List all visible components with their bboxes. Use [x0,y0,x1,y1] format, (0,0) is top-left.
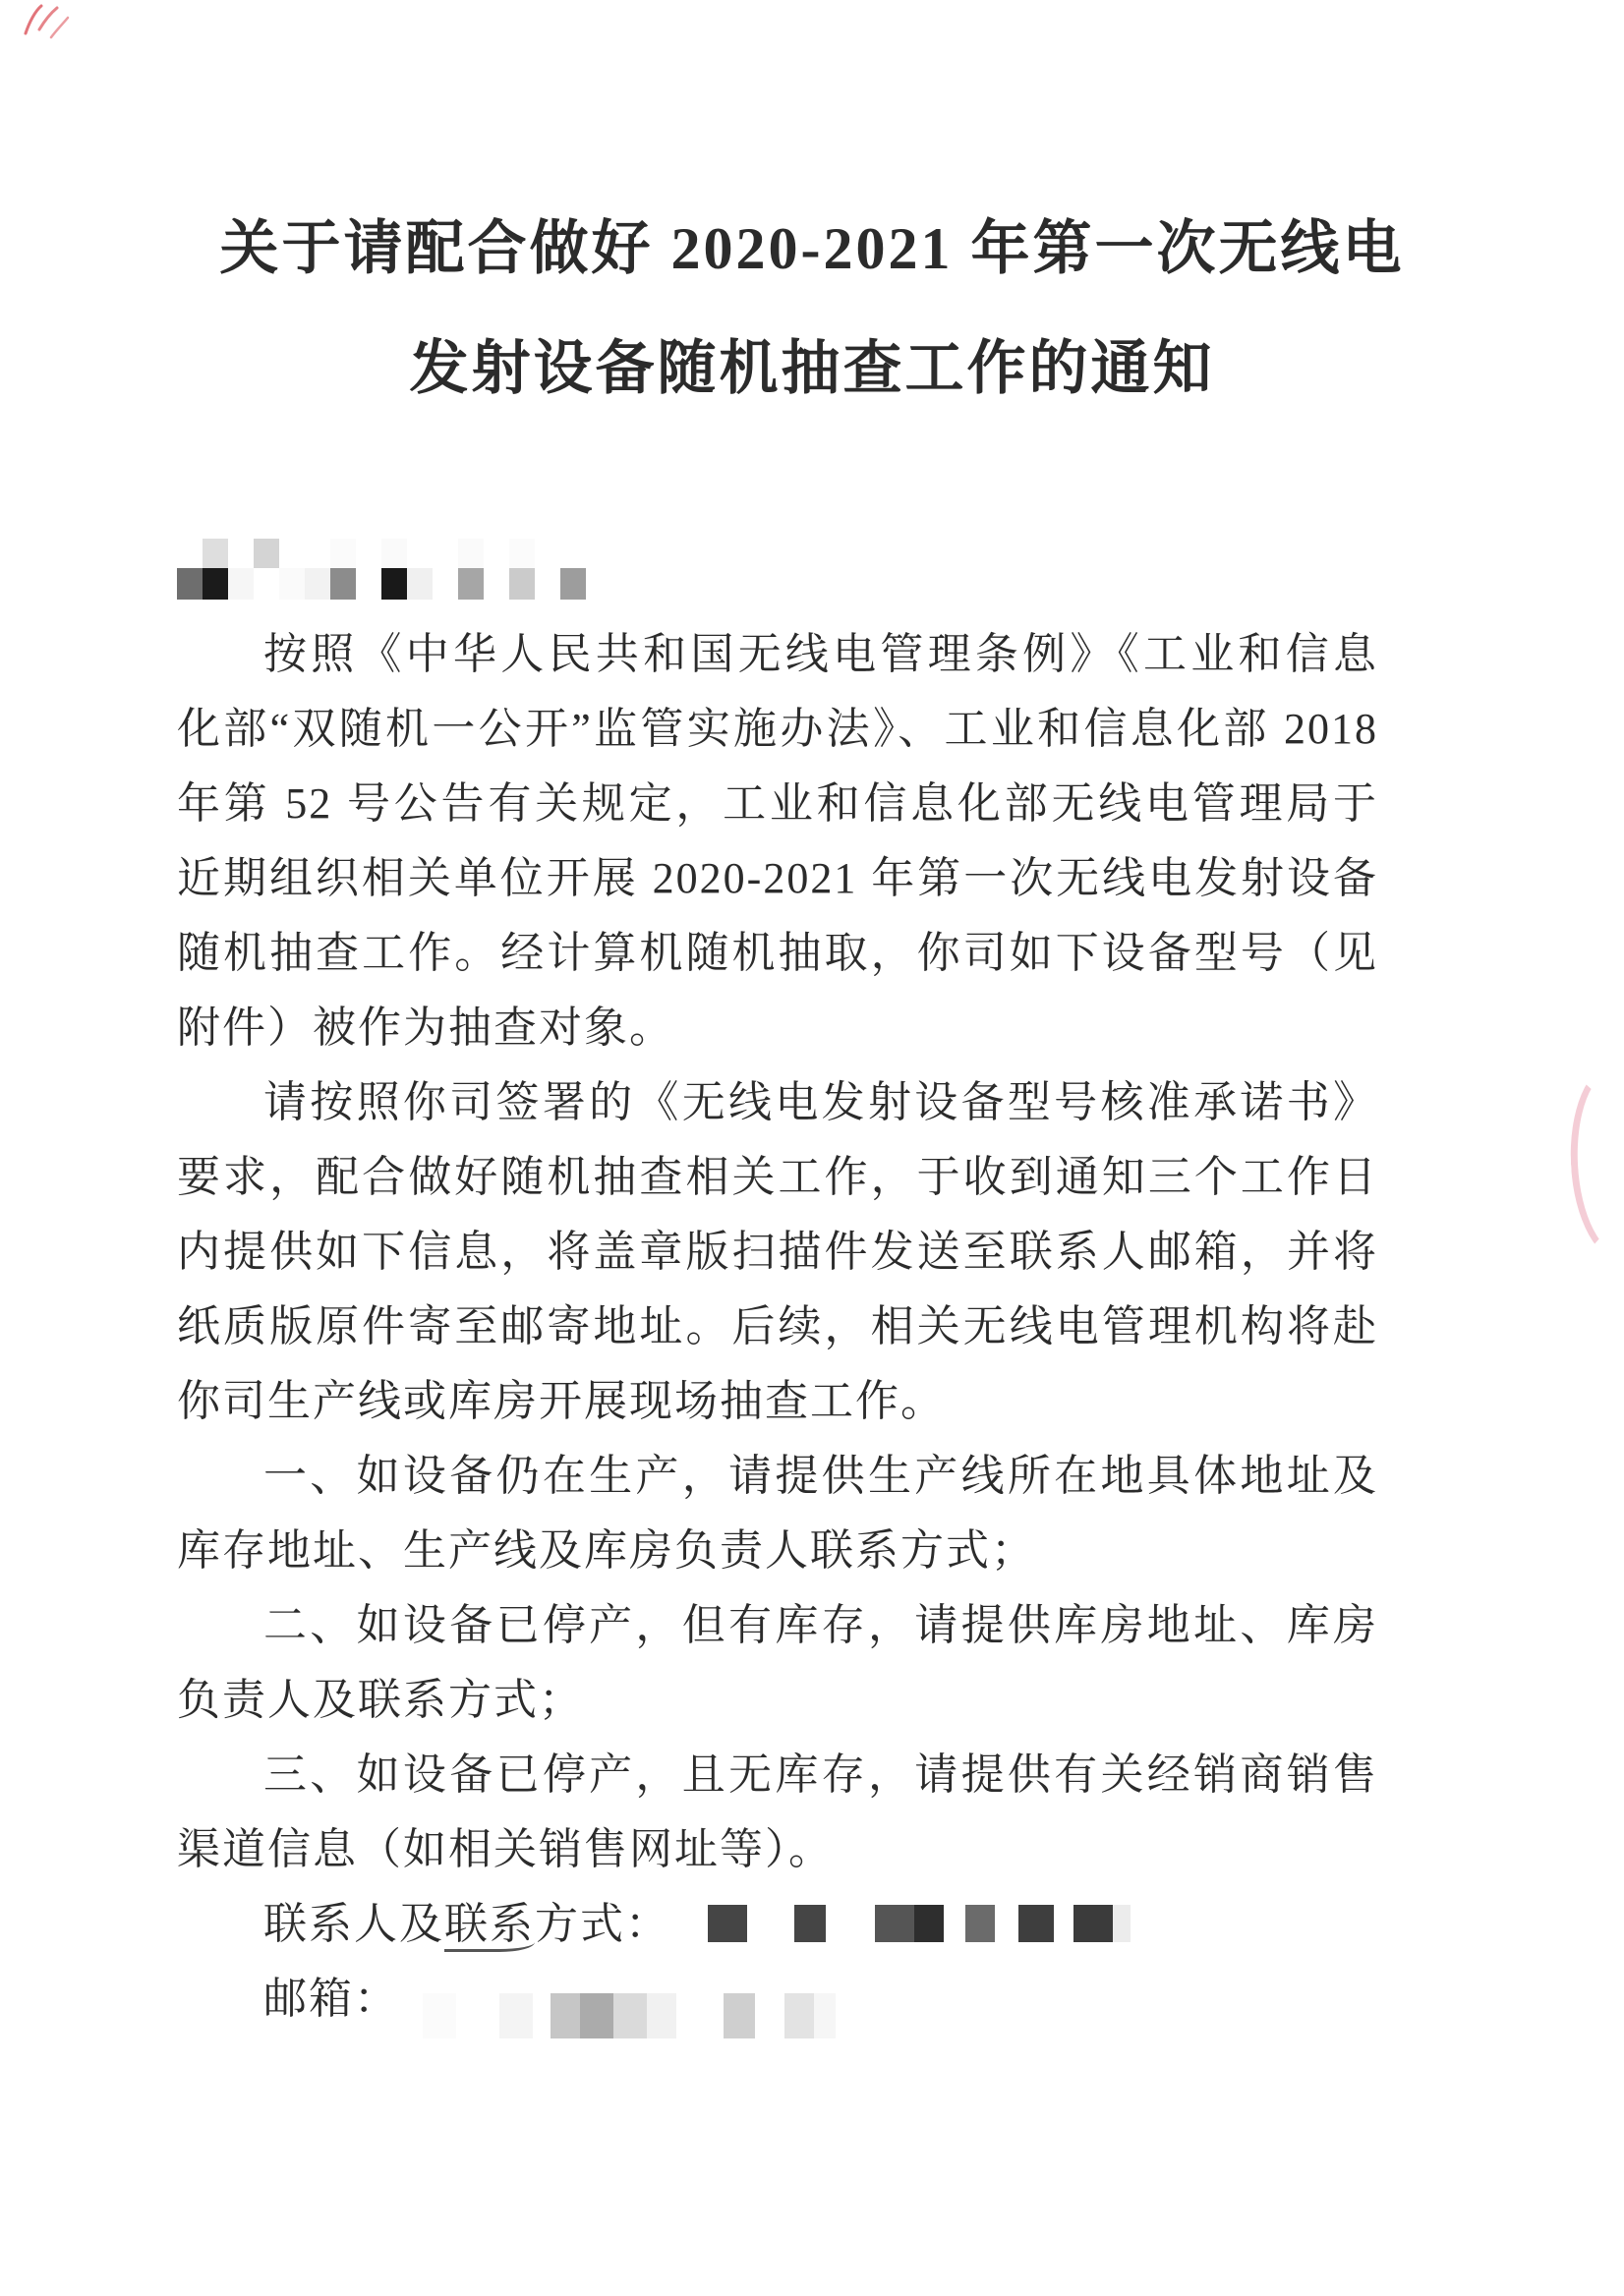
body-line: 要求，配合做好随机抽查相关工作，于收到通知三个工作日 [177,1153,1378,1201]
redaction-block [875,1905,914,1942]
redaction-block [330,539,356,568]
redaction-block [580,1993,613,2038]
title-line-2: 发射设备随机抽查工作的通知 [409,336,1215,401]
redaction-block [177,568,203,600]
contact-label-underlined: 联系 [444,1900,535,1952]
document-body [177,617,1378,2037]
redaction-block [914,1905,944,1942]
body-line: 近期组织相关单位开展 2020-2021 年第一次无线电发射设备 [177,854,1378,902]
redaction-block [254,539,279,568]
redaction-block [228,568,254,600]
body-lines [177,617,1378,1887]
redaction-block [509,568,535,600]
redaction-block [613,1993,647,2038]
contact-line [177,1887,1378,1962]
redaction-block [794,1905,826,1942]
stamp-arc [1566,1062,1624,1265]
redaction-block [203,539,228,568]
redaction-block [423,1993,456,2038]
redaction-block [784,1993,814,2038]
redaction-block [708,1905,747,1942]
title-line-1: 关于请配合做好 2020-2021 年第一次无线电 [219,216,1405,281]
redaction-block [965,1905,995,1942]
body-line: 三、如设备已停产，且无库存，请提供有关经销商销售 [263,1751,1378,1799]
redaction-block [551,1993,580,2038]
body-line: 化部“双随机一公开”监管实施办法》、工业和信息化部 2018 [177,705,1378,753]
redaction-block [458,568,484,600]
redaction-block [509,539,535,568]
body-line: 年第 52 号公告有关规定，工业和信息化部无线电管理局于 [177,779,1378,828]
redaction-block [330,568,356,600]
redaction-block [724,1993,755,2038]
redaction-block [458,539,484,568]
body-line: 纸质版原件寄至邮寄地址。后续，相关无线电管理机构将赴 [177,1302,1378,1350]
contact-label: 联系人及 [263,1900,444,1948]
email-line [177,1962,1378,2037]
redaction-block [814,1993,836,2038]
red-pen-mark [20,2,73,43]
body-line: 随机抽查工作。经计算机随机抽取，你司如下设备型号（见 [177,929,1378,977]
body-line: 请按照你司签署的《无线电发射设备型号核准承诺书》 [263,1078,1378,1126]
redaction-block [1113,1905,1131,1942]
redaction-block [499,1993,533,2038]
redaction-block [1073,1905,1113,1942]
email-label: 邮箱： [263,1975,399,2023]
redaction-block [381,568,407,600]
redaction-block [647,1993,676,2038]
redaction-block [1018,1905,1054,1942]
body-line: 二、如设备已停产，但有库存，请提供库房地址、库房 [263,1601,1378,1649]
redaction-block [381,539,407,568]
redaction-block [203,568,228,600]
redaction-block [407,568,433,600]
document-title [0,189,1624,429]
redaction-block [560,568,586,600]
body-line: 附件）被作为抽查对象。 [177,1004,674,1052]
body-line: 负责人及联系方式； [177,1676,584,1724]
redaction-block [279,568,305,600]
body-line: 一、如设备仍在生产，请提供生产线所在地具体地址及 [263,1452,1378,1500]
body-line: 渠道信息（如相关销售网址等）。 [177,1825,834,1873]
body-line: 你司生产线或库房开展现场抽查工作。 [177,1377,946,1425]
body-line: 库存地址、生产线及库房负责人联系方式； [177,1526,1036,1575]
redaction-block [305,568,330,600]
body-line: 按照《中华人民共和国无线电管理条例》《工业和信息 [263,630,1378,678]
contact-label-tail: 方式： [535,1900,670,1948]
body-line: 内提供如下信息，将盖章版扫描件发送至联系人邮箱，并将 [177,1228,1378,1276]
